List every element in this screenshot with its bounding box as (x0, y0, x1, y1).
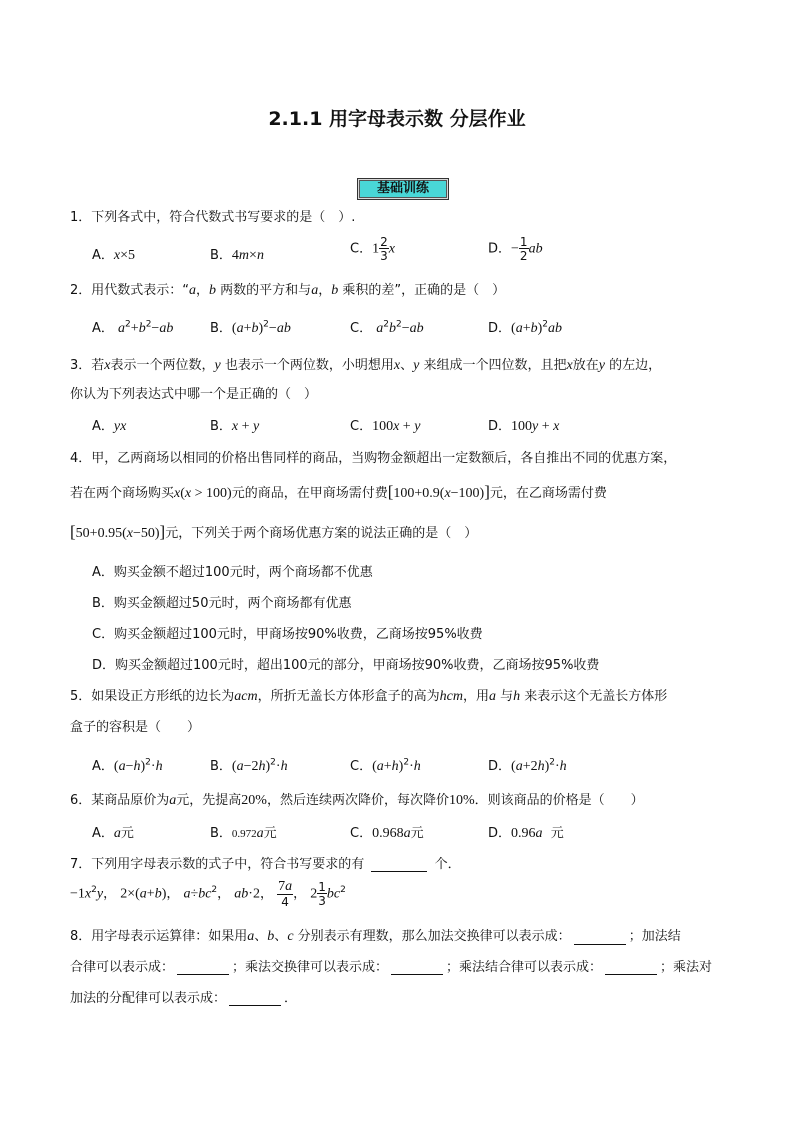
q6-option-b[interactable]: B．0.972a元 (210, 826, 277, 841)
q7-stem: 7．下列用字母表示数的式子中，符合书写要求的有 个． (70, 857, 461, 872)
q2-stem: 2．用代数式表示：“a，b 两数的平方和与a，b 乘积的差”，正确的是（ ） (70, 283, 506, 298)
q8-blank-mul-commutative[interactable] (391, 974, 443, 975)
q5-option-d[interactable]: D．$(a+2h)^2\cdot h$ (488, 757, 567, 774)
q3-option-d[interactable]: D．100y + x (488, 419, 560, 434)
q3-option-b[interactable]: B．x + y (210, 419, 260, 434)
q5-option-c[interactable]: C．$(a+h)^2\cdot h$ (350, 757, 421, 774)
q7-expressions: $-1x^2y$， 2×(a+b)， $a\div bc^2$， ab·2， $\frac{7a}{4}$ ， 2 $\frac{1}{3}$ $bc^2$ (70, 879, 346, 909)
q2-option-a[interactable]: A． $a^2+b^2-ab$ (92, 319, 174, 336)
q8-blank-mul-associative[interactable] (605, 974, 657, 975)
q5-stem-line2: 盒子的容积是（ ） (70, 720, 201, 735)
q4-stem-line2: 若在两个商场购买x(x > 100)元的商品，在甲商场需付费[100+0.9(x−100)]元，在乙商场需付费 (70, 482, 607, 501)
section-badge (357, 178, 449, 200)
q1-option-b[interactable]: B．4m×n (210, 248, 264, 263)
q5-stem-line1: 5．如果设正方形纸的边长为acm，所折无盖长方体形盒子的高为hcm，用a 与h 来表示这个无盖长方体形 (70, 689, 668, 704)
q4-option-c[interactable]: C．购买金额超过100元时，甲商场按90%收费，乙商场按95%收费 (92, 627, 483, 642)
q2-option-b[interactable]: B．$(a+b)^2-ab$ (210, 319, 291, 336)
q4-option-d[interactable]: D．购买金额超过100元时，超出100元的部分，甲商场按90%收费，乙商场按95%收费 (92, 658, 600, 673)
page-title: 2.1.1 用字母表示数 分层作业 (268, 108, 526, 130)
q4-stem-line1: 4．甲，乙两商场以相同的价格出售同样的商品，当购物金额超出一定数额后，各自推出不同的优惠方案， (70, 451, 677, 466)
q8-line2: 合律可以表示成： ；乘法交换律可以表示成： ；乘法结合律可以表示成： ；乘法对 (70, 960, 713, 975)
q5-option-a[interactable]: A．$(a-h)^2\cdot h$ (92, 757, 163, 774)
section-label: 基础训练 (359, 180, 447, 198)
q8-line3: 加法的分配律可以表示成： ． (70, 991, 298, 1006)
q7-answer-blank[interactable] (371, 871, 427, 872)
q8-blank-add-commutative[interactable] (574, 944, 626, 945)
q4-stem-line3: [50+0.95(x−50)]元，下列关于两个商场优惠方案的说法正确的是（ ） (70, 522, 478, 541)
q8-line1: 8．用字母表示运算律：如果用a、b、c 分别表示有理数，那么加法交换律可以表示成： ；加法结 (70, 929, 681, 944)
q1-option-c[interactable]: C．1 $\frac{2}{3}$ x (350, 235, 395, 263)
q6-option-a[interactable]: A．a元 (92, 826, 134, 841)
q4-option-a[interactable]: A．购买金额不超过100元时，两个商场都不优惠 (92, 565, 373, 580)
q3-option-a[interactable]: A．yx (92, 419, 127, 434)
q2-option-c[interactable]: C． $a^2b^2-ab$ (350, 319, 424, 336)
q5-option-b[interactable]: B．$(a-2h)^2\cdot h$ (210, 757, 288, 774)
q1-option-a[interactable]: A．x×5 (92, 248, 136, 263)
q2-option-d[interactable]: D．$(a+b)^2ab$ (488, 319, 562, 336)
q6-option-c[interactable]: C．0.968a元 (350, 826, 424, 841)
q3-stem-line1: 3．若x表示一个两位数，y 也表示一个两位数，小明想用x、y 来组成一个四位数，且把x放在y 的左边， (70, 358, 662, 373)
q3-option-c[interactable]: C．100x + y (350, 419, 421, 434)
q8-blank-distributive[interactable] (229, 1005, 281, 1006)
q1-stem: 1．下列各式中，符合代数式书写要求的是（ ）. (70, 210, 356, 225)
q6-stem: 6．某商品原价为a元，先提高20%，然后连续两次降价，每次降价10%．则该商品的价格是（ ） (70, 793, 644, 808)
q1-option-d[interactable]: D．− $\frac{1}{2}$ ab (488, 235, 543, 263)
q6-option-d[interactable]: D．0.96a 元 (488, 826, 564, 841)
q3-stem-line2: 你认为下列表达式中哪一个是正确的（ ） (70, 387, 318, 402)
q4-option-b[interactable]: B．购买金额超过50元时，两个商场都有优惠 (92, 596, 352, 611)
q8-blank-add-associative[interactable] (177, 974, 229, 975)
